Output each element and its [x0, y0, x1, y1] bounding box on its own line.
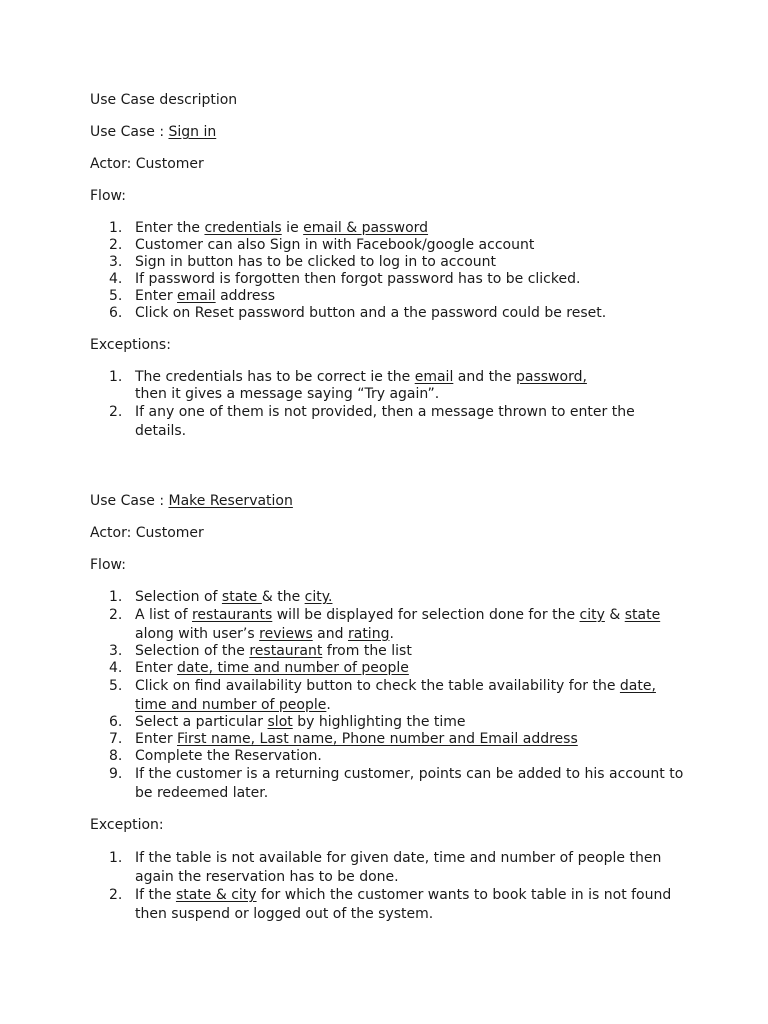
- usecase-name: Sign in: [168, 124, 217, 140]
- list-item-text: ie: [281, 220, 304, 236]
- list-item-text: Enter the: [135, 220, 205, 236]
- list-item-number: 6.: [109, 305, 123, 321]
- list-item-text: will be displayed for selection done for the: [272, 607, 580, 623]
- list-item: [90, 237, 690, 254]
- list-item-number: 8.: [109, 748, 123, 764]
- list-item-text: If the customer is a returning customer, points can be added to his account to be redeemed later.: [135, 766, 684, 801]
- flow-list-reservation: [90, 589, 690, 802]
- list-item: [90, 886, 690, 923]
- list-item: [90, 589, 690, 606]
- exceptions-list-signin: [90, 369, 690, 440]
- underlined-text: credentials: [204, 220, 282, 236]
- list-item-number: 6.: [109, 714, 123, 730]
- actor-line: Actor: Customer: [90, 525, 204, 541]
- underlined-text: state: [221, 589, 262, 605]
- list-item-number: 1.: [109, 589, 123, 605]
- usecase-heading-signin: [90, 124, 690, 141]
- list-item: [90, 677, 690, 714]
- list-item-number: 2.: [109, 404, 123, 420]
- list-item-number: 2.: [109, 607, 123, 623]
- list-item: [90, 606, 690, 643]
- list-item: [90, 271, 690, 288]
- document-title: Use Case description: [90, 92, 238, 108]
- underlined-text: rating: [347, 625, 390, 642]
- list-item-text: Selection of: [135, 589, 222, 605]
- actor-line: Actor: Customer: [90, 156, 204, 172]
- section-spacer: [90, 455, 690, 493]
- list-item-text: Enter: [135, 288, 178, 304]
- list-item: [90, 748, 690, 765]
- list-item-text: Click on Reset password button and a the password could be reset.: [135, 305, 607, 321]
- list-item-text: and: [312, 625, 348, 642]
- list-item: [90, 643, 690, 660]
- underlined-text: slot: [267, 714, 293, 730]
- list-item: [90, 305, 690, 322]
- list-item-number: 3.: [109, 643, 123, 659]
- underlined-text: First name, Last name, Phone number and Email address: [177, 731, 578, 747]
- underlined-text: restaurants: [191, 607, 273, 623]
- list-item: [90, 849, 690, 886]
- underlined-text: email &: [303, 220, 362, 236]
- list-item: [90, 288, 690, 305]
- document-page: [90, 92, 690, 938]
- list-item-text: If any one of them is not provided, then a message thrown to enter the details.: [135, 404, 635, 439]
- list-item-text: Selection of the: [135, 643, 250, 659]
- list-item: [90, 765, 690, 802]
- flow-list-signin: [90, 220, 690, 322]
- underlined-text: state & city: [175, 887, 257, 903]
- list-item-text: Enter: [135, 731, 178, 747]
- list-item-text: .: [326, 696, 331, 713]
- list-item: [90, 660, 690, 677]
- exceptions-label: Exceptions:: [90, 337, 171, 353]
- list-item-text: If password is forgotten then forgot password has to be clicked.: [135, 271, 581, 287]
- exception-label: Exception:: [90, 817, 164, 833]
- flow-label: Flow:: [90, 188, 126, 204]
- list-item-text: Click on find availability button to check the table availability for the: [135, 678, 620, 694]
- list-item-text: from the list: [322, 643, 412, 659]
- usecase-name: Make Reservation: [168, 493, 293, 509]
- list-item-number: 1.: [109, 220, 123, 236]
- list-item: [90, 220, 690, 237]
- list-item-text: Enter: [135, 660, 178, 676]
- list-item-text: then it gives a message saying “Try again”.: [135, 386, 440, 402]
- usecase-label: Use Case :: [90, 124, 169, 140]
- list-item: [90, 369, 690, 403]
- list-item-text: Sign in button has to be clicked to log in to account: [135, 254, 496, 270]
- list-item-number: 4.: [109, 271, 123, 287]
- list-item: [90, 403, 690, 440]
- flow-label: Flow:: [90, 557, 126, 573]
- list-item: [90, 731, 690, 748]
- list-item-text: & the: [261, 589, 305, 605]
- list-item-text: along with user’s: [135, 625, 260, 642]
- usecase-heading-reservation: [90, 493, 690, 510]
- list-item-text: If the: [135, 887, 176, 903]
- list-item-number: 5.: [109, 678, 123, 694]
- list-item-number: 1.: [109, 850, 123, 866]
- list-item-number: 5.: [109, 288, 123, 304]
- list-item-number: 3.: [109, 254, 123, 270]
- exceptions-list-reservation: [90, 849, 690, 923]
- underlined-text: city: [579, 607, 605, 623]
- list-item-text: If the table is not available for given date, time and number of people then again the reservation has to be done.: [135, 850, 662, 885]
- list-item-text: &: [604, 607, 625, 623]
- underlined-text: date, time and number of people: [177, 660, 409, 676]
- list-item-number: 1.: [109, 369, 123, 385]
- list-item-text: Select a particular: [135, 714, 268, 730]
- list-item-text: Customer can also Sign in with Facebook/google account: [135, 237, 535, 253]
- underlined-text: date,: [619, 678, 656, 694]
- list-item-text: .: [389, 625, 394, 642]
- underlined-text: time and number of people: [135, 696, 327, 713]
- underlined-text: reviews: [259, 625, 313, 642]
- list-item: [90, 714, 690, 731]
- underlined-text: state: [624, 607, 661, 623]
- list-item-number: 7.: [109, 731, 123, 747]
- list-item-number: 2.: [109, 237, 123, 253]
- underlined-text: email: [177, 288, 216, 304]
- list-item-text: for which the customer wants to book table in is not found then suspend or logged out of the system.: [135, 887, 672, 922]
- underlined-text: email: [414, 369, 454, 385]
- underlined-text: password,: [516, 369, 587, 385]
- list-item-number: 9.: [109, 766, 123, 782]
- underlined-text: city.: [304, 589, 333, 605]
- list-item-text: The credentials has to be correct ie the: [135, 369, 415, 385]
- list-item: [90, 254, 690, 271]
- list-item-number: 4.: [109, 660, 123, 676]
- list-item-text: A list of: [135, 607, 192, 623]
- underlined-text: restaurant: [249, 643, 323, 659]
- list-item-text: by highlighting the time: [292, 714, 466, 730]
- list-item-text: and the: [453, 369, 516, 385]
- underlined-text: password: [361, 220, 429, 236]
- list-item-number: 2.: [109, 887, 123, 903]
- list-item-text: address: [215, 288, 276, 304]
- list-item-text: Complete the Reservation.: [135, 748, 322, 764]
- usecase-label: Use Case :: [90, 493, 169, 509]
